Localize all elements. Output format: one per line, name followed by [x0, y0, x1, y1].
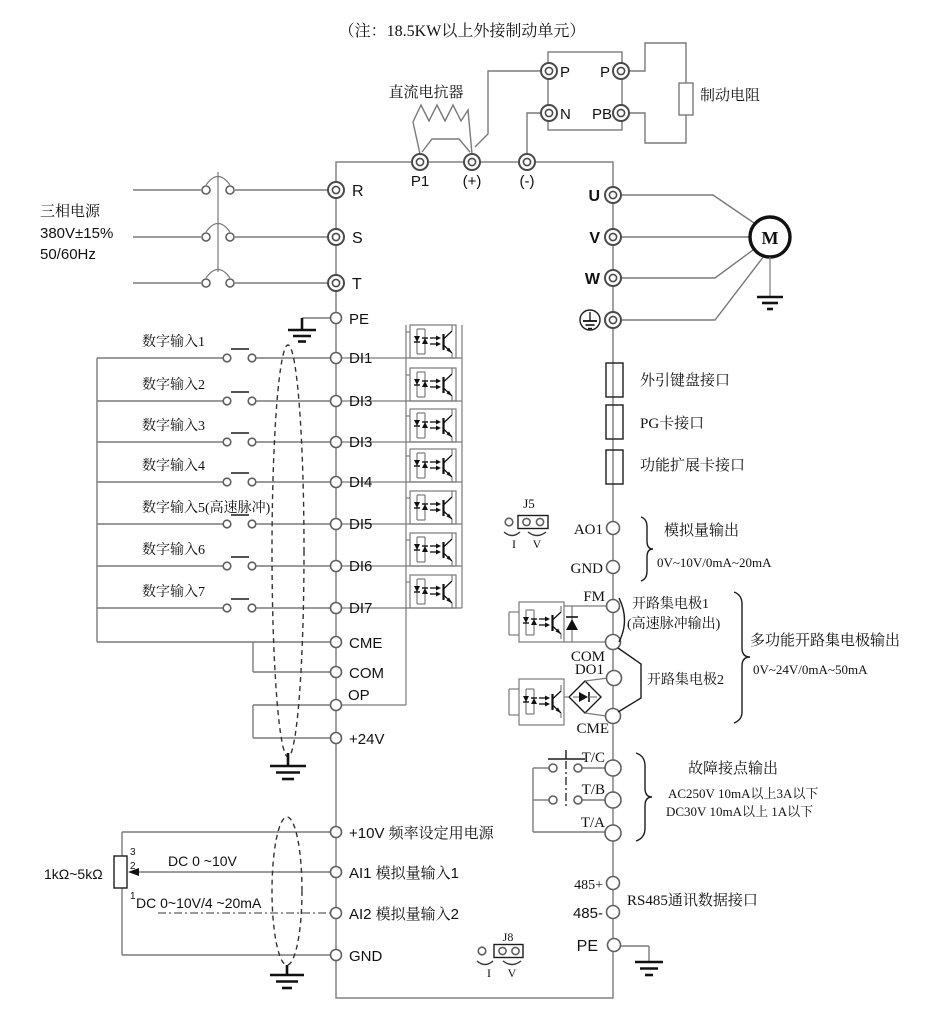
rs485-pe-label: PE [576, 938, 598, 955]
top-note [339, 22, 586, 40]
ai-gnd-label: GND [349, 948, 383, 965]
terminal-w-label: W [584, 271, 600, 288]
di5-desc: 数字输入5(高速脉冲) [142, 501, 271, 516]
di1-terminal-label: DI1 [349, 350, 373, 367]
di-row-3 [97, 409, 462, 451]
di5-terminal-label: DI5 [349, 516, 373, 533]
di1-desc: 数字输入1 [142, 335, 205, 350]
ao-gnd-label: GND [570, 561, 603, 577]
ao1-label: AO1 [573, 522, 603, 538]
terminal-r-label: R [352, 183, 364, 200]
j5-jumper [504, 496, 548, 551]
oc-range: 0V~24V/0mA~50mA [753, 662, 868, 677]
p24v-label: +24V [349, 731, 385, 748]
rs485-plus-label: 485+ [574, 878, 603, 893]
pe-terminal [288, 311, 369, 342]
pe-ground-icon [288, 318, 316, 342]
oc1-label: 开路集电极1 [632, 597, 709, 612]
open-collector-outputs [509, 589, 900, 737]
di-row-5 [97, 491, 462, 533]
minus-label: (-) [519, 173, 535, 190]
di-common-terminals [97, 635, 406, 748]
analog-out-brace [641, 517, 653, 581]
pot-pin2: 2 [130, 861, 136, 872]
pot-pin1: 1 [130, 891, 136, 902]
di7-desc: 数字输入7 [142, 585, 205, 600]
tb-label: T/B [581, 782, 605, 798]
analog-inputs [44, 817, 495, 988]
oc-group-brace [734, 592, 750, 723]
terminal-s-label: S [352, 230, 363, 247]
fm-label: FM [583, 589, 605, 605]
earth-circle-icon [580, 310, 600, 330]
j5-label: J5 [523, 496, 535, 511]
ai2-label: AI2 模拟量输入2 [349, 906, 460, 923]
dc-reactor [388, 83, 472, 154]
pot-pin3: 3 [130, 847, 136, 858]
pot-label: 1kΩ~5kΩ [44, 866, 103, 882]
di6-terminal-label: DI6 [349, 558, 373, 575]
relay-spec-ac: AC250V 10mA以上3A以下 [668, 786, 819, 801]
p10v-label: +10V 频率设定用电源 [349, 825, 494, 842]
di4-terminal-label: DI4 [349, 474, 373, 491]
p1-label: P1 [410, 173, 430, 190]
rs485-minus-label: 485- [572, 905, 603, 922]
di2-desc: 数字输入2 [142, 378, 205, 393]
analog-out-range: 0V~10V/0mA~20mA [657, 555, 772, 570]
di-row-2 [97, 368, 462, 410]
rs485-label: RS485通讯数据接口 [627, 893, 758, 909]
supply-line2: 380V±15% [40, 225, 114, 242]
brake-n-in-label: N [560, 106, 571, 123]
di3-desc: 数字输入3 [142, 419, 205, 434]
breaker-pole-t [133, 270, 328, 288]
brake-p-in-label: P [560, 64, 571, 81]
brake-pb-label: PB [591, 106, 612, 123]
j8-label: J8 [502, 930, 514, 944]
di-row-6 [97, 533, 462, 575]
motor-symbol [750, 217, 790, 309]
brake-terminal-p-out [600, 63, 629, 81]
ai2-signal-label: DC 0~10V/4 ~20mA [136, 895, 262, 911]
j8-i-label: I [487, 966, 491, 980]
pe-label: PE [349, 311, 370, 328]
relay-label: 故障接点输出 [688, 761, 779, 777]
dc-reactor-label: 直流电抗器 [388, 85, 464, 101]
di6-desc: 数字输入6 [142, 543, 205, 558]
terminal-v-label: V [589, 230, 600, 247]
note-label: （注：18.5KW以上外接制动单元） [338, 23, 586, 40]
brake-p-out-label: P [599, 64, 610, 81]
plus-label: (+) [462, 173, 482, 190]
oc-com-label: COM [570, 649, 605, 665]
do1-label: DO1 [574, 662, 604, 678]
shield-cable-1 [270, 345, 306, 779]
supply-line3: 50/60Hz [40, 246, 96, 263]
dc-bus-terminals [411, 154, 535, 190]
oc-group-label: 多功能开路集电极输出 [750, 633, 901, 649]
brake-terminal-pb [592, 105, 629, 123]
pg-card-label: PG卡接口 [640, 416, 705, 432]
breaker-pole-s [133, 224, 328, 242]
supply-line1: 三相电源 [40, 204, 101, 220]
power-input [40, 172, 364, 293]
brake-unit [475, 43, 760, 154]
j8-v-label: V [507, 966, 517, 980]
breaker-pole-r [133, 177, 328, 195]
relay-output [533, 750, 818, 841]
di7-terminal-label: DI7 [349, 600, 373, 617]
fm-diode [566, 606, 578, 642]
rs485-ground-icon [635, 962, 663, 975]
option-interfaces [606, 363, 745, 484]
di-row-7 [97, 575, 462, 617]
di2-terminal-label: DI3 [349, 393, 373, 410]
brake-terminal-p-in [541, 63, 570, 81]
motor-ground-icon [757, 297, 783, 309]
brake-terminal-n-in [541, 105, 571, 123]
op-label: OP [348, 687, 370, 704]
rs485-section [477, 877, 758, 981]
relay-brace [636, 753, 652, 841]
analog-out-label: 模拟量输出 [664, 523, 740, 539]
ta-label: T/A [580, 815, 605, 831]
com-label: COM [349, 665, 384, 682]
analog-output [504, 496, 772, 581]
relay-spec-dc: DC30V 10mA以上 1A以下 [666, 804, 814, 819]
ai1-label: AI1 模拟量输入1 [349, 865, 460, 882]
di-row-1 [97, 325, 462, 367]
do1-bridge [564, 681, 601, 713]
cme-label: CME [349, 635, 383, 652]
j8-jumper [477, 930, 523, 980]
di-row-4 [97, 449, 462, 491]
di4-desc: 数字输入4 [142, 459, 205, 474]
tc-label: T/C [581, 750, 605, 766]
oc2-label: 开路集电极2 [647, 673, 724, 688]
oc-cme-label: CME [576, 721, 609, 737]
motor-output [580, 187, 790, 330]
keypad-interface-label: 外引键盘接口 [640, 373, 731, 389]
expansion-card-label: 功能扩展卡接口 [640, 458, 746, 474]
ai1-signal-label: DC 0 ~10V [168, 853, 237, 869]
brake-resistor-label: 制动电阻 [700, 88, 761, 104]
terminal-t-label: T [352, 276, 362, 293]
j5-v-label: V [532, 537, 542, 551]
oc1-sub-label: (高速脉冲输出) [627, 617, 721, 632]
terminal-u-label: U [588, 188, 600, 205]
di3-terminal-label: DI3 [349, 434, 373, 451]
motor-label: M [761, 228, 779, 248]
j5-i-label: I [512, 537, 516, 551]
digital-inputs [97, 325, 462, 779]
shield-cable-2 [270, 817, 304, 988]
